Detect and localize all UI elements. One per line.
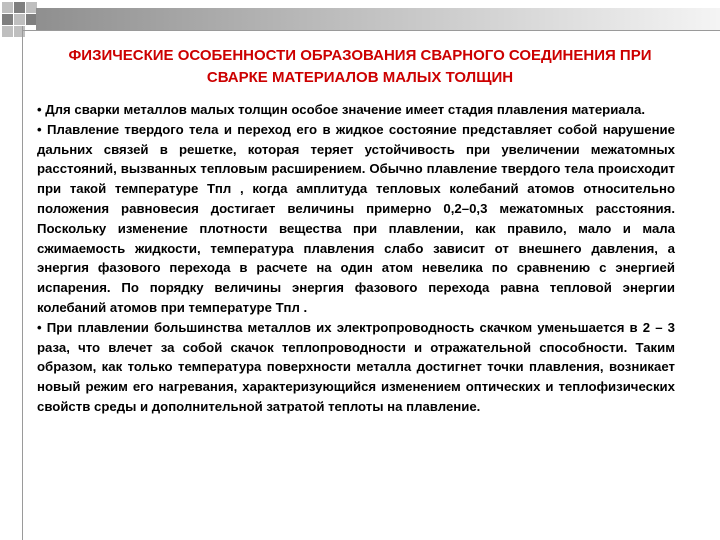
checker-square <box>14 14 25 25</box>
paragraph-3: • При плавлении большинства металлов их электропроводность скачком уменьшается в 2 – 3 раза, что влечет за собой скачок теплопроводности и отражательной способности. Таким образом, как только температура поверхности металла достигнет точки плавления, возникает новый режим его нагревания, характеризующийся изменением оптических и теплофизических свойств среды и дополнительной затратой теплоты на плавление. <box>37 319 675 414</box>
title-line-1: ФИЗИЧЕСКИЕ ОСОБЕННОСТИ ОБРАЗОВАНИЯ СВАРНОГО СОЕДИНЕНИЯ ПРИ <box>68 47 652 64</box>
checker-square <box>14 2 25 13</box>
slide-body <box>37 100 675 417</box>
paragraph-2: • Плавление твердого тела и переход его в жидкое состояние представляет собой нарушение дальних связей в решетке, которая теряет устойчивость при увеличении межатомных расстояний, вызванных тепловым расширением. Обычно плавление твердого тела происходит при такой температуре Тпл , когда амплитуда тепловых колебаний атомов относительно положения равновесия достигает величины примерно 0,2–0,3 межатомных расстояния. Поскольку изменение плотности вещества при плавлении, как правило, мало и мала сжимаемость жидкости, температура плавления слабо зависит от внешнего давления, а энергия фазового перехода в расчете на один атом невелика по сравнению с энергией испарения. По порядку величины энергия фазового перехода равна тепловой энергии колебаний атомов при температуре Тпл . <box>37 121 675 315</box>
checker-square <box>14 26 25 37</box>
slide-title <box>28 45 692 89</box>
title-line-2: СВАРКЕ МАТЕРИАЛОВ МАЛЫХ ТОЛЩИН <box>206 69 514 86</box>
left-divider-line <box>22 26 23 540</box>
checker-square <box>2 26 13 37</box>
top-divider-line <box>22 30 720 31</box>
checker-square <box>2 14 13 25</box>
top-gradient-bar <box>36 8 720 30</box>
checker-square <box>2 2 13 13</box>
paragraph-1: • Для сварки металлов малых толщин особое значение имеет стадия плавления материала. <box>37 102 646 117</box>
